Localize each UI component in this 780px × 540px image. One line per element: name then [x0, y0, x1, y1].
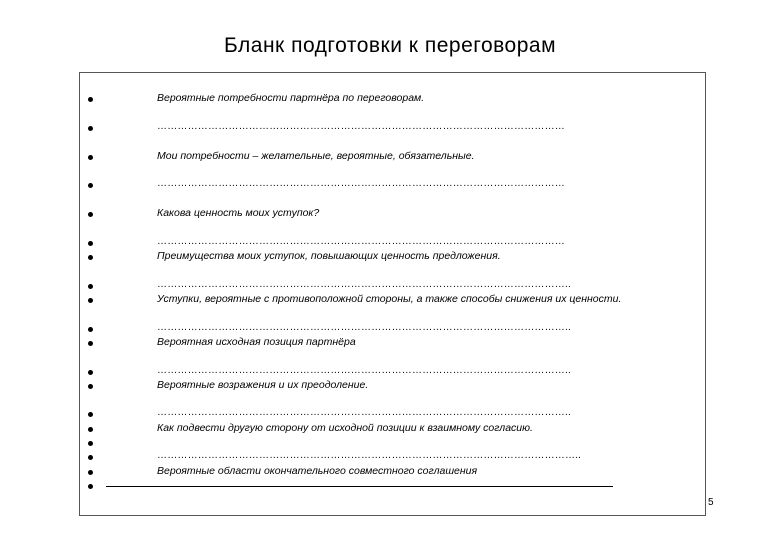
bullet — [88, 183, 93, 188]
answer-dotted-line[interactable]: ………………………………………………………………………………………………………….. — [157, 365, 571, 376]
signature-underline — [106, 486, 613, 487]
form-item-text: Какова ценность моих уступок? — [157, 207, 320, 219]
bullet — [88, 298, 93, 303]
bullet — [88, 327, 93, 332]
form-item-text: Вероятные возражения и их преодоление. — [157, 379, 369, 391]
form-item-text: Как подвести другую сторону от исходной позиции к взаимному согласию. — [157, 422, 533, 434]
bullet — [88, 155, 93, 160]
form-item-text: Преимущества моих уступок, повышающих ценность предложения. — [157, 250, 501, 262]
form-title: Бланк подготовки к переговорам — [223, 34, 557, 57]
bullet — [88, 384, 93, 389]
form-item-text: Уступки, вероятные с противоположной стороны, а также способы снижения их ценности. — [157, 293, 622, 305]
answer-dotted-line[interactable]: …………………………………………………………………………………………………………….. — [157, 450, 582, 461]
bullet — [88, 441, 93, 446]
bullet — [88, 255, 93, 260]
bullet — [88, 470, 93, 475]
bullet — [88, 455, 93, 460]
answer-dotted-line[interactable]: ………………………………………………………………………………………………………… — [157, 121, 565, 132]
bullet — [88, 126, 93, 131]
answer-dotted-line[interactable]: ………………………………………………………………………………………………………… — [157, 178, 565, 189]
bullet — [88, 97, 93, 102]
form-item-text: Вероятная исходная позиция партнёра — [157, 336, 356, 348]
answer-dotted-line[interactable]: ………………………………………………………………………………………………………….. — [157, 407, 571, 418]
form-item-text: Вероятные потребности партнёра по переговорам. — [157, 92, 425, 104]
answer-dotted-line[interactable]: ………………………………………………………………………………………………………… — [157, 236, 565, 247]
form-item-text: Вероятные области окончательного совместного соглашения — [157, 465, 478, 477]
bullet — [88, 212, 93, 217]
bullet — [88, 284, 93, 289]
bullet — [88, 412, 93, 417]
bullet — [88, 427, 93, 432]
bullet — [88, 370, 93, 375]
answer-dotted-line[interactable]: ………………………………………………………………………………………………………….. — [157, 279, 571, 290]
page-number: 5 — [708, 497, 714, 508]
bullet — [88, 484, 93, 489]
form-item-text: Мои потребности – желательные, вероятные, обязательные. — [157, 150, 475, 162]
bullet — [88, 241, 93, 246]
answer-dotted-line[interactable]: ………………………………………………………………………………………………………….. — [157, 322, 571, 333]
bullet — [88, 341, 93, 346]
